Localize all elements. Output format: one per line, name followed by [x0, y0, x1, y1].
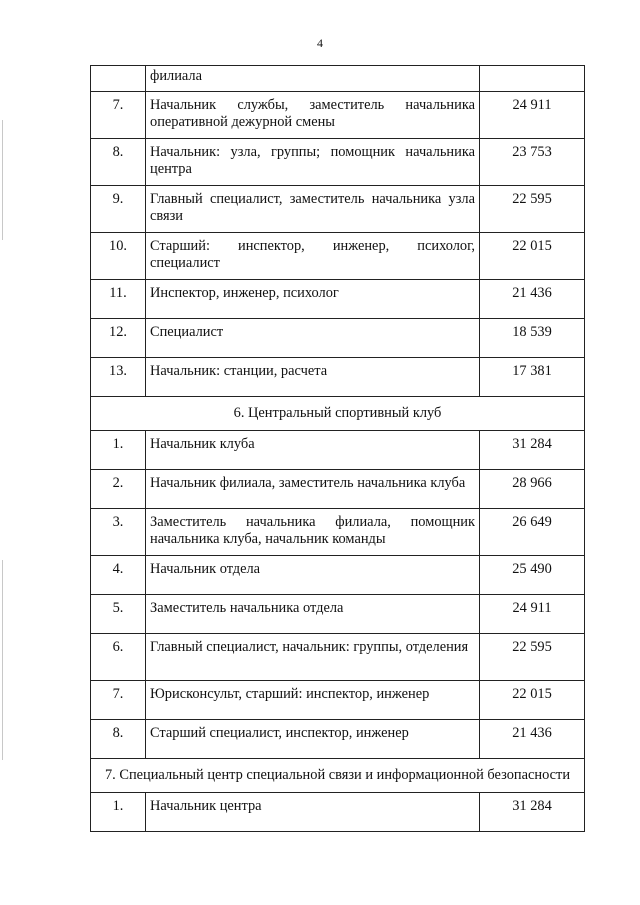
table-row — [91, 431, 585, 470]
table-row — [91, 556, 585, 595]
table-row — [91, 66, 585, 92]
salary-value — [480, 66, 585, 92]
position-title: Начальник отдела — [146, 556, 480, 595]
salary-value: 25 490 — [480, 556, 585, 595]
table-row — [91, 470, 585, 509]
table-row — [91, 720, 585, 759]
page-number: 4 — [317, 36, 323, 50]
salary-value: 21 436 — [480, 280, 585, 319]
position-title: Заместитель начальника отдела — [146, 595, 480, 634]
position-title: Главный специалист, заместитель начальника узла связи — [146, 186, 480, 233]
salary-value: 26 649 — [480, 509, 585, 556]
row-number: 13. — [91, 358, 146, 397]
table-row — [91, 139, 585, 186]
table-row — [91, 186, 585, 233]
position-title: Юрисконсульт, старший: инспектор, инженер — [146, 681, 480, 720]
row-number: 8. — [91, 720, 146, 759]
salary-value: 24 911 — [480, 595, 585, 634]
table-row — [91, 280, 585, 319]
section-heading: 6. Центральный спортивный клуб — [91, 397, 585, 431]
salary-value: 24 911 — [480, 92, 585, 139]
salary-value: 22 015 — [480, 233, 585, 280]
salary-value: 18 539 — [480, 319, 585, 358]
salary-value: 22 015 — [480, 681, 585, 720]
row-number: 7. — [91, 92, 146, 139]
salary-value: 28 966 — [480, 470, 585, 509]
row-number: 1. — [91, 793, 146, 832]
table-row — [91, 509, 585, 556]
section-heading: 7. Специальный центр специальной связи и информационной безопасности — [91, 759, 585, 793]
salary-value: 23 753 — [480, 139, 585, 186]
row-number: 12. — [91, 319, 146, 358]
table-row — [91, 634, 585, 681]
position-title: Главный специалист, начальник: группы, отделения — [146, 634, 480, 681]
row-number: 11. — [91, 280, 146, 319]
table-row — [91, 595, 585, 634]
salary-value: 31 284 — [480, 793, 585, 832]
row-number: 1. — [91, 431, 146, 470]
position-title: Начальник центра — [146, 793, 480, 832]
row-number: 7. — [91, 681, 146, 720]
row-number: 4. — [91, 556, 146, 595]
row-number: 2. — [91, 470, 146, 509]
position-title: Заместитель начальника филиала, помощник начальника клуба, начальник команды — [146, 509, 480, 556]
position-title: Начальник службы, заместитель начальника оперативной дежурной смены — [146, 92, 480, 139]
salary-table — [90, 65, 585, 832]
table-row — [91, 319, 585, 358]
salary-value: 21 436 — [480, 720, 585, 759]
section-heading-row — [91, 397, 585, 431]
table-row — [91, 793, 585, 832]
salary-value: 17 381 — [480, 358, 585, 397]
table-row — [91, 92, 585, 139]
salary-value: 31 284 — [480, 431, 585, 470]
table-row — [91, 358, 585, 397]
scan-edge-mark — [2, 560, 3, 760]
position-title: филиала — [146, 66, 480, 92]
salary-value: 22 595 — [480, 634, 585, 681]
position-title: Начальник: узла, группы; помощник начальника центра — [146, 139, 480, 186]
position-title: Начальник филиала, заместитель начальника клуба — [146, 470, 480, 509]
row-number: 3. — [91, 509, 146, 556]
row-number: 10. — [91, 233, 146, 280]
position-title: Старший: инспектор, инженер, психолог, специалист — [146, 233, 480, 280]
table-row — [91, 681, 585, 720]
table-row — [91, 233, 585, 280]
position-title: Старший специалист, инспектор, инженер — [146, 720, 480, 759]
position-title: Инспектор, инженер, психолог — [146, 280, 480, 319]
row-number: 8. — [91, 139, 146, 186]
section-heading-row — [91, 759, 585, 793]
scan-edge-mark — [2, 120, 3, 240]
row-number: 6. — [91, 634, 146, 681]
salary-value: 22 595 — [480, 186, 585, 233]
position-title: Начальник: станции, расчета — [146, 358, 480, 397]
row-number: 5. — [91, 595, 146, 634]
position-title: Начальник клуба — [146, 431, 480, 470]
row-number — [91, 66, 146, 92]
row-number: 9. — [91, 186, 146, 233]
position-title: Специалист — [146, 319, 480, 358]
